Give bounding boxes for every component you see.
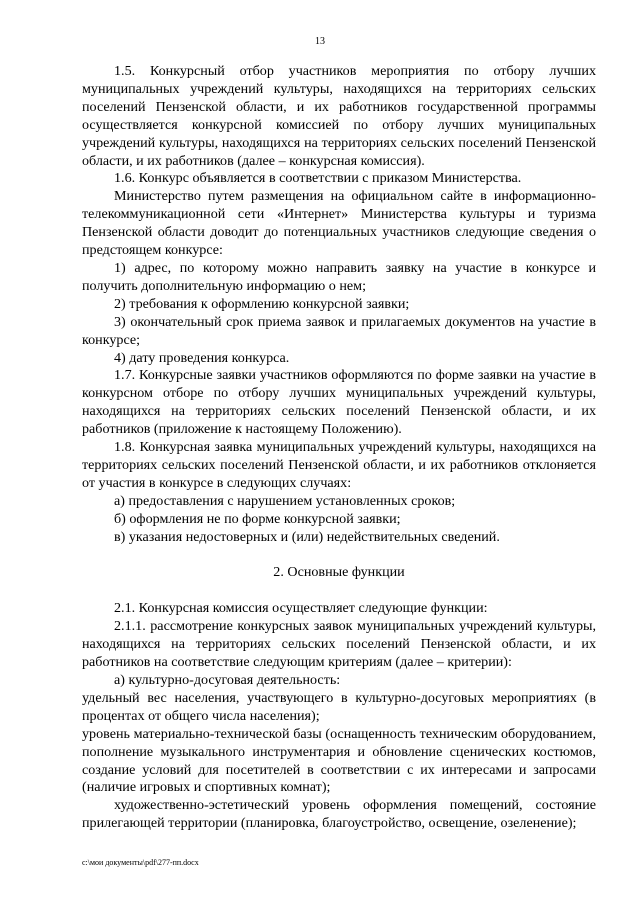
list-item-2: 2) требования к оформлению конкурсной заявки;: [114, 295, 410, 312]
paragraph-1-7: 1.7. Конкурсные заявки участников оформляются по форме заявки на участие в конкурсном отборе по отбору лучших муниципальных учреждений культуры, находящихся на территориях сельских поселений Пензенской области, и их работников (приложение к настоящему Положению).: [82, 367, 596, 438]
page-number: 13: [315, 36, 325, 47]
paragraph-1-5: 1.5. Конкурсный отбор участников мероприятия по отбору лучших муниципальных учреждений культуры, находящихся на территориях сельских поселений Пензенской области, и их работников государственной программы осуществляется конкурсной комиссией по отбору лучших муниципальных учреждений культуры, находящихся на территориях сельских поселений Пензенской области, и их работников (далее – конкурсная комиссия).: [82, 63, 596, 169]
document-body: [82, 63, 596, 833]
criteria-population-share: удельный вес населения, участвующего в культурно-досуговых мероприятиях (в процентах от общего числа населения);: [82, 689, 596, 724]
paragraph-2-1-1: 2.1.1. рассмотрение конкурсных заявок муниципальных учреждений культуры, находящихся на территориях сельских поселений Пензенской области, и их работников на соответствие следующим критериям (далее – критерии):: [82, 618, 596, 671]
footer-file-path: c:\мои документы\pdf\277-пп.docx: [82, 858, 199, 867]
criteria-material-base: уровень материально-технической базы (оснащенность техническим оборудованием, пополнение музыкального инструментария и обновление сценических костюмов, создание условий для посетителей в соответствии с их интересами и запросами (наличие игровых и спортивных комнат);: [82, 725, 596, 796]
paragraph-1-6: 1.6. Конкурс объявляется в соответствии с приказом Министерства.: [114, 170, 522, 187]
list-item-3: 3) окончательный срок приема заявок и прилагаемых документов на участие в конкурсе;: [82, 313, 596, 348]
paragraph-1-8: 1.8. Конкурсная заявка муниципальных учреждений культуры, находящихся на территориях сельских поселений Пензенской области, и их работников отклоняется от участия в конкурсе в следующих случаях:: [82, 439, 596, 491]
section-heading: 2. Основные функции: [273, 564, 405, 581]
list-item-a: а) предоставления с нарушением установленных сроков;: [114, 492, 456, 509]
list-item-b: б) оформления не по форме конкурсной заявки;: [114, 510, 401, 527]
list-item-4: 4) дату проведения конкурса.: [114, 349, 290, 366]
list-item-1: 1) адрес, по которому можно направить заявку на участие в конкурсе и получить дополнительную информацию о нем;: [82, 259, 596, 294]
paragraph-2-1: 2.1. Конкурсная комиссия осуществляет следующие функции:: [114, 600, 488, 617]
paragraph-ministry-notice: Министерство путем размещения на официальном сайте в информационно-телекоммуникационной сети «Интернет» Министерства культуры и туризма Пензенской области доводит до потенциальных участников следующие сведения о предстоящем конкурсе:: [82, 188, 596, 259]
list-item-v: в) указания недостоверных и (или) недействительных сведений.: [114, 528, 500, 545]
criteria-aesthetic-level: художественно-эстетический уровень оформления помещений, состояние прилегающей территории (планировка, благоустройство, освещение, озеленение);: [82, 797, 596, 832]
criteria-a: а) культурно-досуговая деятельность:: [114, 672, 341, 688]
